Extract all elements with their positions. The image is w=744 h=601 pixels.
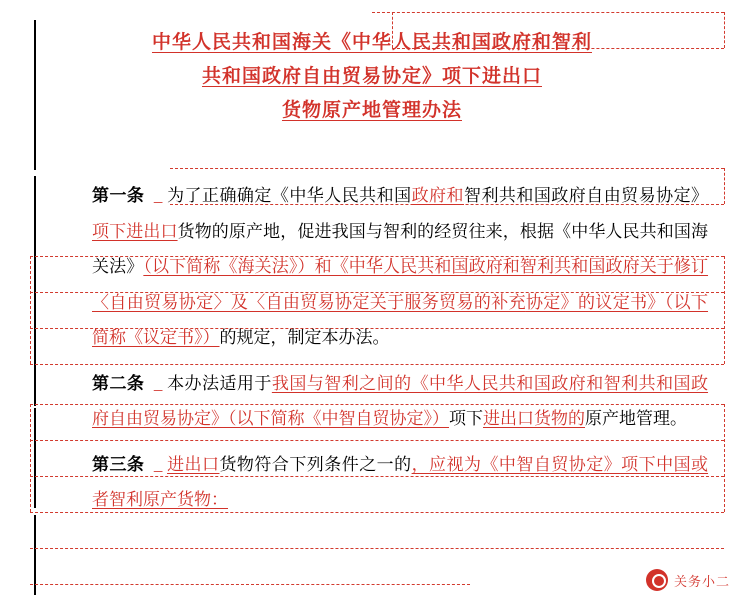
change-bar (34, 515, 36, 595)
watermark-label: 关务小二 (673, 573, 730, 589)
article-3-seg-1: 货物符合下列条件之一的 (219, 454, 412, 474)
article-3: 第三条 _ 进出口货物符合下列条件之一的，应视为《中智自贸协定》项下中国或者智利原产货物： (92, 454, 709, 509)
article-1-seg-7: 协定》的议定书》（以下简称《议定书》） (92, 292, 709, 347)
article-3-label: 第三条 (92, 454, 145, 474)
article-1-seg-3: 项下进出口 (92, 221, 178, 241)
article-2-seg-3: 进出口货物的 (483, 409, 585, 428)
article-2-seg-4: 原产地管理。 (585, 409, 687, 428)
revision-marker (30, 404, 31, 512)
document-title (60, 26, 684, 128)
revision-marker (30, 256, 31, 364)
title-line-3: 货物原产地管理办法 (281, 100, 462, 121)
article-2-seg-2: 项下 (449, 409, 483, 428)
article-2-seg-1: 我国与智利之间的《中华人民共和国政府和智利共和国政府自由贸易协定》（以下简称《中智自贸协定》） (92, 373, 709, 428)
article-2: 第二条 _ 本办法适用于我国与智利之间的《中华人民共和国政府和智利共和国政府自由贸易协定》（以下简称《中智自贸协定》）项下进出口货物的原产地管理。 (92, 373, 709, 428)
change-bar (34, 176, 36, 406)
revision-marker (30, 584, 470, 585)
revision-marker (724, 12, 725, 48)
revision-marker (724, 256, 725, 364)
article-1-seg-8: 的规定，制定本办法。 (219, 328, 390, 347)
title-line-1: 中华人民共和国海关《中华人民共和国政府和智利 (151, 32, 592, 53)
article-1-seg-5: （以下简称《海关法》）和《中华人民共和国 (143, 257, 469, 276)
revision-marker (724, 404, 725, 512)
article-1: 第一条 _ 为了正确确定《中华人民共和国政府和智利共和国政府自由贸易协定》项下进出口货物的原产地，促进我国与智利的经贸往来，根据《中华人民共和国海关法》（以下简称《海关法》）和《中华人民共和国政府和智利共和国政府关于修订〈自由贸易协定〉及〈自由贸易协定关于服务贸易的补充协定》的议定书》（以下简称《议定书》）的规定，制定本办法。 (92, 186, 709, 347)
seal-icon (646, 569, 668, 591)
revision-marker (724, 168, 725, 204)
article-1-label: 第一条 (92, 186, 145, 205)
revision-marker (170, 168, 724, 169)
title-line-2: 共和国政府自由贸易协定》项下进出口 (201, 66, 542, 87)
article-1-seg-4: 货物的原产地，促进我国与智利的经贸往来，根据《中华人民共和国海关法》 (92, 221, 709, 276)
revision-marker (30, 548, 724, 549)
article-1-seg-2: 智利共和国政府自由贸易协定》 (463, 186, 709, 205)
article-1-seg-6: 政府和智利共和国政府关于修订〈自由贸易协定〉及〈自由贸易协定关于服务贸易的补充 (92, 257, 709, 312)
article-3-seg-2: ，应视为《中智自贸协定》项下中国或者智利原产货物： (92, 454, 709, 509)
article-3-seg-0: 进出口 (167, 454, 220, 474)
article-1-seg-1: 政府和 (411, 186, 464, 205)
revision-marker (372, 12, 724, 13)
article-2-label: 第二条 (92, 373, 145, 393)
change-bar (34, 20, 36, 170)
article-2-seg-0: 本办法适用于 (167, 373, 272, 393)
watermark (646, 569, 730, 591)
change-bar (34, 408, 36, 508)
document-body (38, 178, 708, 518)
article-1-seg-0: 为了正确确定《中华人民共和国 (167, 186, 412, 205)
